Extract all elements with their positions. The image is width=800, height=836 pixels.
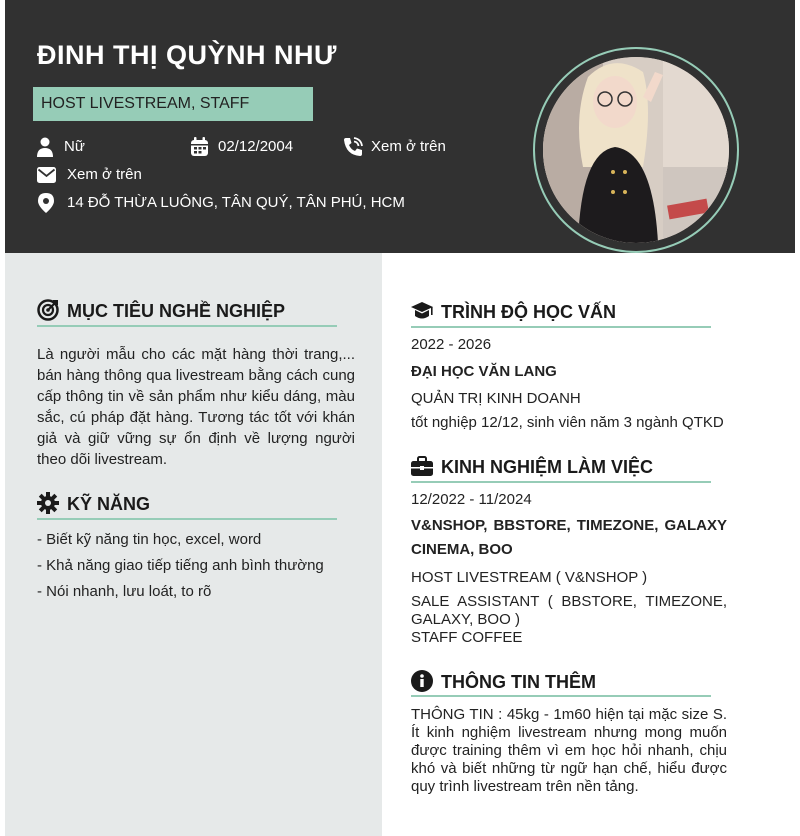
graduation-cap-icon — [411, 300, 433, 322]
experience-role: HOST LIVESTREAM ( V&NSHOP ) — [411, 569, 648, 586]
phone-value: Xem ở trên — [371, 138, 446, 155]
phone-icon — [343, 137, 363, 157]
skill-item: - Khả năng giao tiếp tiếng anh bình thường — [37, 557, 324, 574]
education-major: QUẢN TRỊ KINH DOANH — [411, 390, 581, 407]
target-icon — [37, 299, 59, 321]
objective-text: Là người mẫu cho các mặt hàng thời trang,... bán hàng thông qua livestream bằng cách cung cấp thông tin về sản phẩm như kiểu dáng, màu sắc, cú pháp đặt hàng. Tương tác tốt với khán giả và giữ vững sự ổn định về lượng người theo dõi livestream. — [37, 346, 355, 468]
location-pin-icon — [37, 193, 57, 213]
education-note: tốt nghiệp 12/12, sinh viên năm 3 ngành QTKD — [411, 414, 724, 431]
skills-divider — [37, 518, 337, 520]
resume-page — [5, 0, 795, 836]
education-title: TRÌNH ĐỘ HỌC VẤN — [441, 302, 616, 322]
education-divider — [411, 326, 711, 328]
info-icon — [411, 670, 433, 692]
job-title: HOST LIVESTREAM, STAFF — [33, 87, 313, 121]
avatar — [533, 47, 739, 253]
email-value: Xem ở trên — [67, 166, 142, 183]
skill-item: - Biết kỹ năng tin học, excel, word — [37, 531, 262, 548]
experience-title: KINH NGHIỆM LÀM VIỆC — [441, 457, 654, 477]
header — [5, 0, 795, 253]
profile-photo — [543, 57, 729, 243]
candidate-name: ĐINH THỊ QUỲNH NHƯ — [37, 40, 337, 70]
skills-title: KỸ NĂNG — [67, 494, 151, 514]
calendar-icon — [190, 137, 210, 157]
experience-companies: V&NSHOP, BBSTORE, TIMEZONE, GALAXY CINEMA, BOO — [411, 517, 727, 558]
education-school: ĐẠI HỌC VĂN LANG — [411, 363, 557, 380]
envelope-icon — [37, 165, 57, 185]
experience-role: SALE ASSISTANT ( BBSTORE, TIMEZONE, GALAXY, BOO ) — [411, 593, 727, 628]
extra-title: THÔNG TIN THÊM — [441, 672, 596, 692]
profile-photo-illustration — [543, 57, 729, 243]
experience-role: STAFF COFFEE — [411, 629, 523, 646]
education-period: 2022 - 2026 — [411, 336, 492, 353]
briefcase-icon — [411, 455, 433, 477]
skill-item: - Nói nhanh, lưu loát, to rõ — [37, 583, 212, 600]
experience-divider — [411, 481, 711, 483]
extra-text: THÔNG TIN : 45kg - 1m60 hiện tại mặc size S. Ít kinh nghiệm livestream nhưng mong muốn được training thêm vì em học hỏi nhanh, chịu khó và biết những từ ngữ hạn chế, hiểu được quy trình livestream trên nền tảng. — [411, 706, 727, 795]
address-value: 14 ĐỖ THỪA LUÔNG, TÂN QUÝ, TÂN PHÚ, HCM — [67, 194, 405, 211]
user-icon — [37, 137, 57, 157]
gear-icon — [37, 492, 59, 514]
extra-divider — [411, 695, 711, 697]
left-column — [5, 253, 382, 836]
gender-value: Nữ — [64, 138, 85, 155]
objective-divider — [37, 325, 337, 327]
experience-period: 12/2022 - 11/2024 — [411, 491, 532, 508]
birthday-value: 02/12/2004 — [218, 138, 294, 155]
objective-title: MỤC TIÊU NGHỀ NGHIỆP — [67, 301, 286, 321]
